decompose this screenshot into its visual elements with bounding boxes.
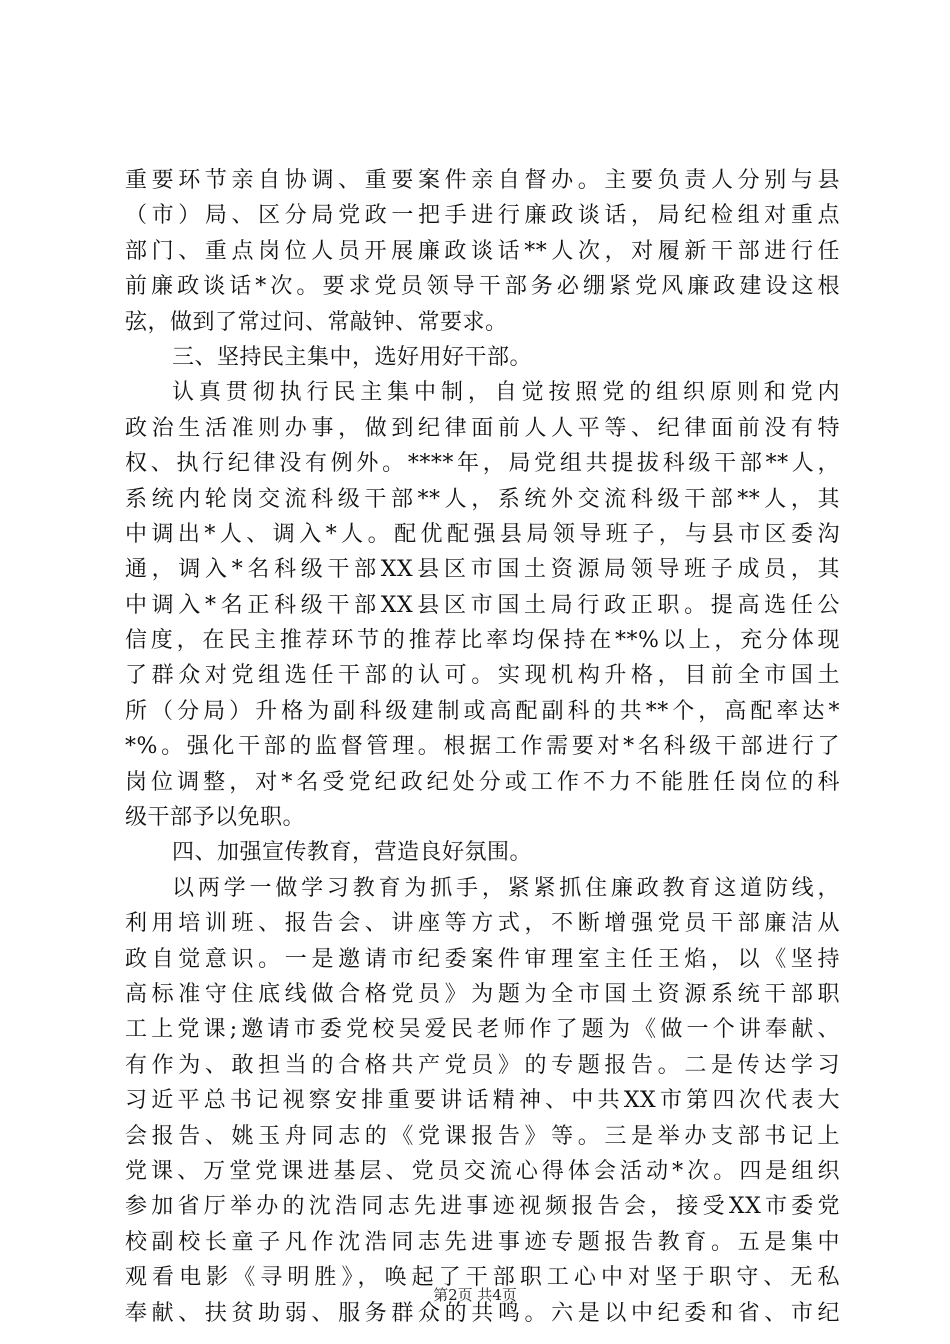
text-line: 工上党课;邀请市委党校吴爱民老师作了题为《做一个讲奉献、 — [125, 1017, 840, 1043]
text-line: 党课、万堂党课进基层、党员交流心得体会活动*次。四是组织 — [125, 1158, 840, 1184]
text-line: 岗位调整，对*名受党纪政纪处分或工作不力不能胜任岗位的科 — [125, 769, 840, 795]
page-number-footer: 第2页 共4页 — [433, 1286, 517, 1304]
section-heading-4: 四、加强宣传教育，营造良好氛围。 — [172, 840, 533, 866]
text-line: 重要环节亲自协调、重要案件亲自督办。主要负责人分别与县 — [125, 168, 840, 193]
text-line: 所（分局）升格为副科级建制或高配副科的共**个，高配率达* — [125, 698, 840, 724]
section-heading-3: 三、坚持民主集中，选好用好干部。 — [172, 344, 533, 370]
text-line: 中调出*人、调入*人。配优配强县局领导班子，与县市区委沟 — [125, 521, 840, 547]
paragraph-first-line: 认真贯彻执行民主集中制，自觉按照党的组织原则和党内 — [172, 380, 840, 406]
text-line: 参加省厅举办的沈浩同志先进事迹视频报告会，接受XX市委党 — [125, 1194, 840, 1220]
text-line: （市）局、区分局党政一把手进行廉政谈话，局纪检组对重点 — [125, 203, 840, 229]
text-line: 弦，做到了常过问、常敲钟、常要求。 — [125, 309, 508, 335]
text-line: 政自觉意识。一是邀请市纪委案件审理室主任王焰，以《坚持 — [125, 946, 840, 972]
paragraph-first-line: 以两学一做学习教育为抓手，紧紧抓住廉政教育这道防线， — [172, 875, 840, 901]
text-line: 习近平总书记视察安排重要讲话精神、中共XX市第四次代表大 — [125, 1088, 840, 1114]
text-line: 高标准守住底线做合格党员》为题为全市国土资源系统干部职 — [125, 981, 840, 1007]
text-line: 政治生活准则办事，做到纪律面前人人平等、纪律面前没有特 — [125, 415, 840, 441]
text-line: 利用培训班、报告会、讲座等方式，不断增强党员干部廉洁从 — [125, 911, 840, 937]
document-body — [125, 163, 840, 1331]
text-line: 有作为、敢担当的合格共产党员》的专题报告。二是传达学习 — [125, 1052, 840, 1078]
text-line: 前廉政谈话*次。要求党员领导干部务必绷紧党风廉政建设这根 — [125, 274, 840, 300]
text-line: 权、执行纪律没有例外。****年，局党组共提拔科级干部**人， — [125, 451, 840, 477]
text-line: 校副校长童子凡作沈浩同志先进事迹专题报告教育。五是集中 — [125, 1229, 840, 1255]
text-line: 级干部予以免职。 — [125, 805, 306, 831]
text-line: 了群众对党组选任干部的认可。实现机构升格，目前全市国土 — [125, 663, 840, 689]
text-line: 信度，在民主推荐环节的推荐比率均保持在**%以上，充分体现 — [125, 628, 840, 654]
text-line: 会报告、姚玉舟同志的《党课报告》等。三是举办支部书记上 — [125, 1123, 840, 1149]
text-line: *%。强化干部的监督管理。根据工作需要对*名科级干部进行了 — [125, 734, 840, 760]
text-line: 部门、重点岗位人员开展廉政谈话**人次，对履新干部进行任 — [125, 238, 840, 264]
text-line: 观看电影《寻明胜》，唤起了干部职工心中对坚于职守、无私 — [125, 1265, 840, 1291]
text-line: 奉献、扶贫助弱、服务群众的共鸣。六是以中纪委和省、市纪 — [125, 1300, 840, 1326]
text-line: 系统内轮岗交流科级干部**人，系统外交流科级干部**人，其 — [125, 486, 840, 512]
text-line: 中调入*名正科级干部XX县区市国土局行政正职。提高选任公 — [125, 592, 840, 618]
text-line: 通，调入*名科级干部XX县区市国土资源局领导班子成员，其 — [125, 557, 840, 583]
